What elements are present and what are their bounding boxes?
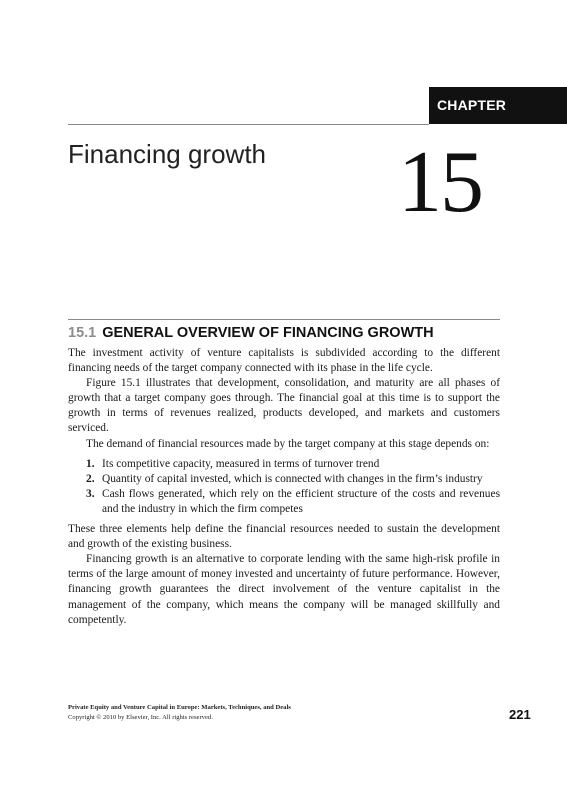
list-item-text: Cash flows generated, which rely on the efficient structure of the costs and revenues and the industry in which the firm competes [102, 487, 500, 515]
header-rule [68, 124, 429, 125]
list-item [88, 487, 500, 517]
body-text [68, 346, 500, 628]
chapter-title: Financing growth [68, 139, 266, 169]
list-item [88, 472, 500, 487]
footer-book-title: Private Equity and Venture Capital in Europe: Markets, Techniques, and Deals [68, 704, 291, 711]
paragraph: Figure 15.1 illustrates that development, consolidation, and maturity are all phases of growth that a target company goes through. The financial goal at this time is to support the growth in terms of revenues realized, products developed, and markets and customers serviced. [68, 377, 500, 435]
numbered-list [68, 457, 500, 517]
list-item-text: Quantity of capital invested, which is connected with changes in the firm’s industry [102, 472, 483, 485]
paragraph: These three elements help define the financial resources needed to sustain the development and growth of the existing business. [68, 523, 500, 551]
list-item-marker: 2. [86, 472, 95, 485]
paragraph: Financing growth is an alternative to corporate lending with the same high-risk profile in terms of the large amount of money invested and uncertainty of future performance. However, financing growth guarantees the direct involvement of the venture capitalist in the management of the company, which means the company will be managed skillfully and competently. [68, 553, 500, 626]
chapter-tab: CHAPTER [429, 87, 567, 124]
footer-copyright: Copyright © 2010 by Elsevier, Inc. All rights reserved. [68, 714, 213, 721]
list-item-text: Its competitive capacity, measured in terms of turnover trend [102, 457, 380, 470]
section-number: 15.1 [68, 325, 97, 341]
paragraph: The investment activity of venture capitalists is subdivided according to the different financing needs of the target company connected with its phase in the life cycle. [68, 347, 500, 375]
chapter-number: 15 [398, 134, 482, 231]
section-title: GENERAL OVERVIEW OF FINANCING GROWTH [102, 325, 434, 341]
section-rule [68, 319, 500, 320]
list-item-marker: 3. [86, 487, 95, 500]
footer [68, 703, 291, 723]
paragraph: The demand of financial resources made by the target company at this stage depends on: [86, 437, 490, 450]
list-item-marker: 1. [86, 457, 95, 470]
section-heading [68, 324, 434, 342]
list-item [88, 457, 500, 472]
page-number: 221 [509, 707, 531, 722]
